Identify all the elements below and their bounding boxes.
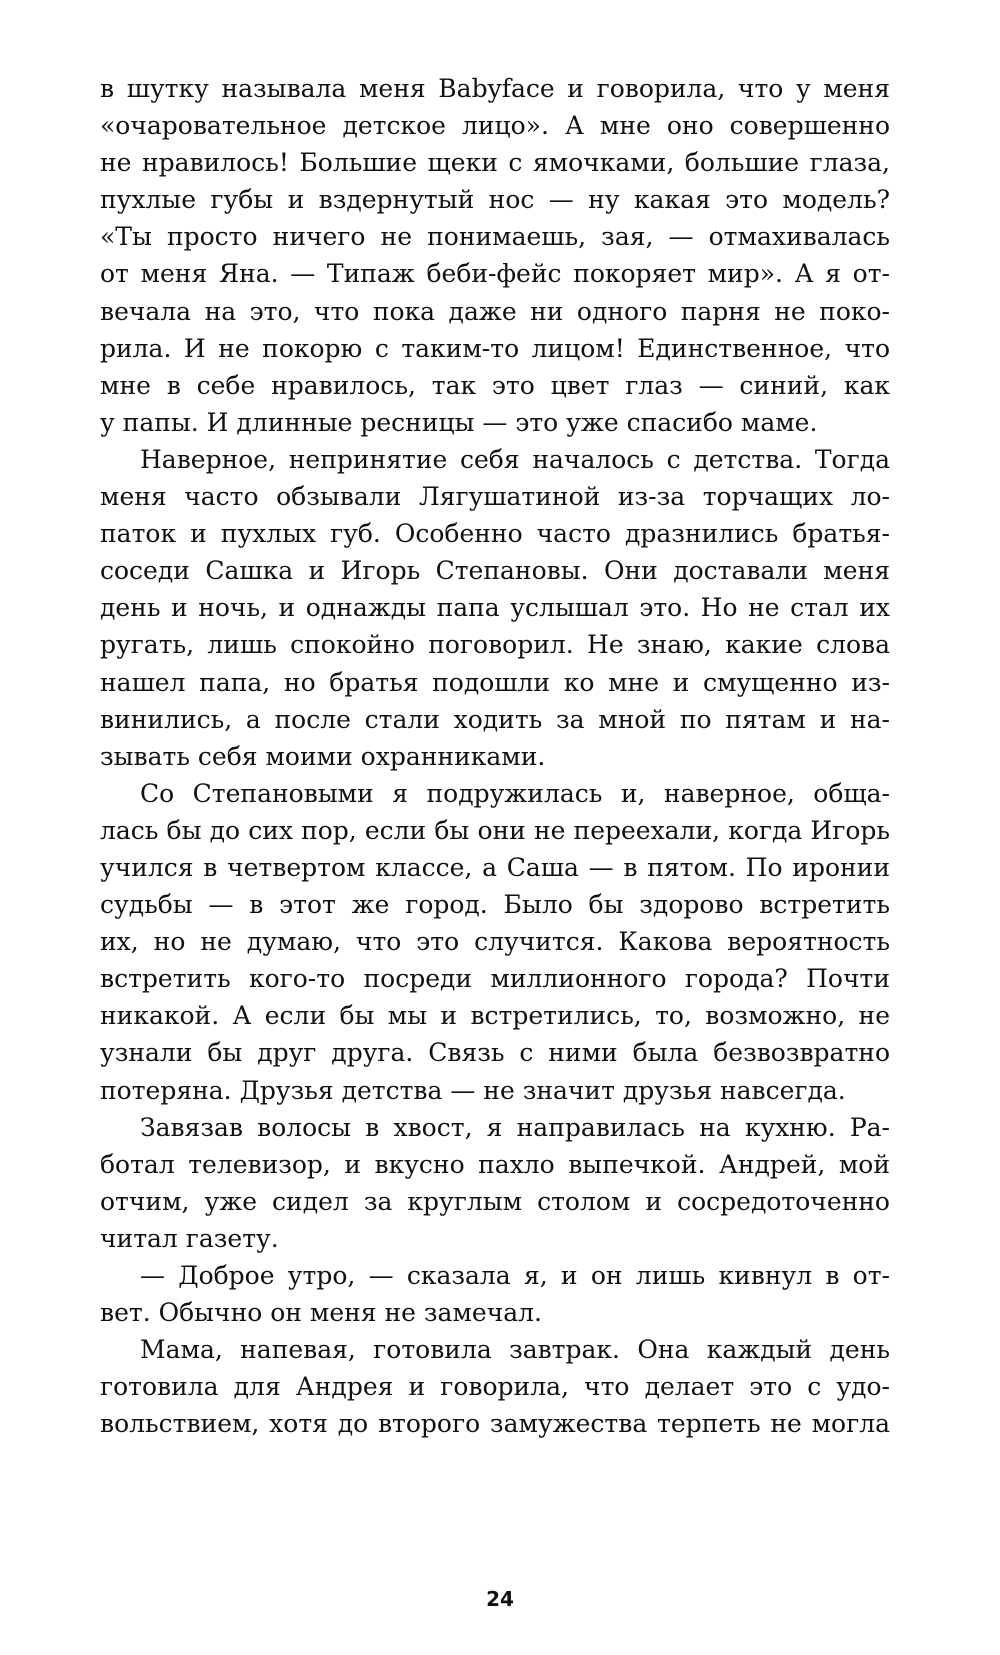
text-line: лась бы до сих пор, если бы они не переехали, когда Игорь [100,815,890,845]
text-line: вольствием, хотя до второго замужества терпеть не могла [100,1409,890,1439]
text-line: от меня Яна. — Типаж беби-фейс покоряет мир». А я от- [100,259,890,289]
text-line: узнали бы друг друга. Связь с ними была безвозвратно [100,1038,890,1068]
text-line: день и ночь, и однажды папа услышал это. Но не стал их [100,593,890,623]
text-line: готовила для Андрея и говорила, что делает это с удо- [100,1372,890,1402]
page-number: 24 [486,1587,514,1611]
body-text [100,70,890,1442]
text-line: паток и пухлых губ. Особенно часто дразнились братья- [100,519,890,549]
text-line: рила. И не покорю с таким-то лицом! Единственное, что [100,333,890,363]
text-line: судьбы — в этот же город. Было бы здорово встретить [100,890,890,920]
text-line: — Доброе утро, — сказала я, и он лишь кивнул в от- [140,1261,890,1290]
text-line: нашел папа, но братья подошли ко мне и смущенно из- [100,667,890,697]
text-line: учился в четвертом классе, а Саша — в пятом. По иронии [100,852,890,882]
text-line: вечала на это, что пока даже ни одного парня не поко- [100,296,890,326]
text-line: в шутку называла меня Babyface и говорила, что у меня [100,74,890,103]
text-line: их, но не думаю, что это случится. Какова вероятность [100,927,890,957]
text-line: соседи Сашка и Игорь Степановы. Они доставали меня [100,556,890,586]
text-line: винились, а после стали ходить за мной по пятам и на- [100,704,890,734]
text-line: читал газету. [100,1223,279,1253]
text-line: зывать себя моими охранниками. [100,741,546,771]
text-line: никакой. А если бы мы и встретились, то, возможно, не [100,1001,890,1031]
text-line: «Ты просто ничего не понимаешь, зая, — отмахивалась [100,222,890,252]
text-line: пухлые губы и вздернутый нос — ну какая это модель? [100,185,890,215]
text-line: встретить кого-то посреди миллионного города? Почти [100,964,890,994]
text-line: не нравилось! Большие щеки с ямочками, большие глаза, [100,148,890,178]
text-line: отчим, уже сидел за круглым столом и сосредоточенно [100,1186,890,1216]
text-line: Завязав волосы в хвост, я направилась на кухню. Ра- [140,1112,890,1142]
text-line: потеряна. Друзья детства — не значит друзья навсегда. [100,1075,846,1105]
text-line: ругать, лишь спокойно поговорил. Не знаю, какие слова [100,630,890,660]
text-line: Мама, напевая, готовила завтрак. Она каждый день [140,1335,890,1365]
text-line: ботал телевизор, и вкусно пахло выпечкой. Андрей, мой [100,1149,890,1179]
text-line: мне в себе нравилось, так это цвет глаз — синий, как [100,370,890,400]
text-line: у папы. И длинные ресницы — это уже спасибо маме. [100,407,818,437]
text-line: меня часто обзывали Лягушатиной из-за торчащих ло- [100,482,890,512]
text-line: вет. Обычно он меня не замечал. [100,1298,542,1328]
text-line: Наверное, непринятие себя началось с детства. Тогда [140,444,890,474]
text-line: Со Степановыми я подружилась и, наверное, обща- [140,778,890,808]
text-line: «очаровательное детское лицо». А мне оно совершенно [100,111,890,141]
